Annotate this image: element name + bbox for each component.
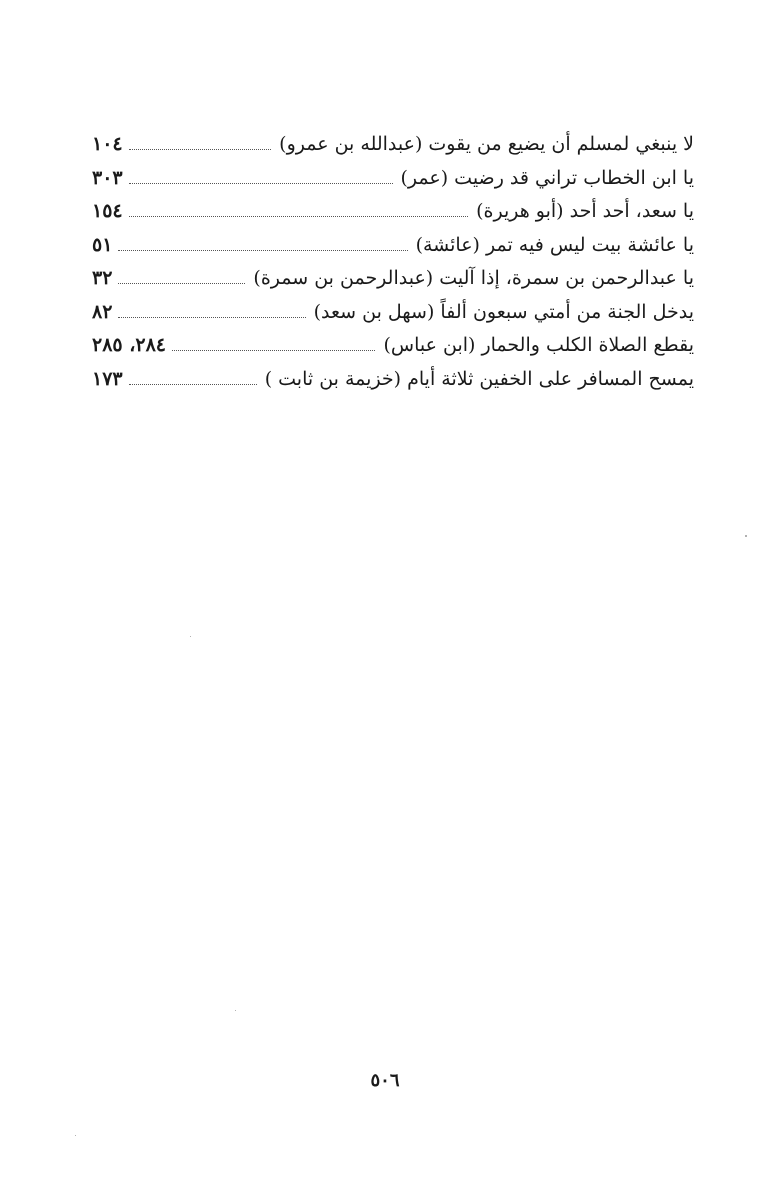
- index-entry-text: يدخل الجنة من أمتي سبعون ألفاً (سهل بن سعد): [313, 300, 694, 323]
- index-entry: [92, 363, 694, 397]
- index-entry-text: يا عائشة بيت ليس فيه تمر (عائشة): [415, 233, 694, 256]
- dot-leader: [118, 317, 305, 318]
- dot-leader: [172, 350, 375, 351]
- page-number: ٥٠٦: [370, 1070, 400, 1091]
- index-entry: [92, 229, 694, 263]
- index-entry-text: يا ابن الخطاب تراني قد رضيت (عمر): [400, 166, 694, 189]
- index-entry-page: ٨٢: [92, 300, 113, 323]
- dot-leader: [129, 384, 257, 385]
- index-entry: [92, 296, 694, 330]
- scan-speck: [235, 1010, 236, 1011]
- scan-speck: [75, 1135, 76, 1136]
- index-entry: [92, 195, 694, 229]
- index-entry-page: ٥١: [92, 233, 113, 256]
- index-entry-page: ١٥٤: [92, 200, 123, 222]
- index-entry-page: ١٠٤: [92, 133, 123, 155]
- hadith-index-list: [92, 128, 694, 396]
- dot-leader: [129, 183, 393, 184]
- index-entry-text: لا ينبغي لمسلم أن يضيع من يقوت (عبدالله بن عمرو): [279, 133, 694, 155]
- index-entry-text: يا سعد، أحد أحد (أبو هريرة): [476, 200, 694, 222]
- index-entry-page: ٢٨٤، ٢٨٥: [92, 334, 166, 356]
- index-entry: [92, 128, 694, 162]
- index-entry-text: يقطع الصلاة الكلب والحمار (ابن عباس): [383, 334, 694, 356]
- index-entry: [92, 162, 694, 196]
- dot-leader: [118, 250, 407, 251]
- dot-leader: [129, 149, 272, 150]
- dot-leader: [129, 216, 468, 217]
- index-entry-page: ١٧٣: [92, 367, 123, 390]
- scan-speck: [745, 535, 747, 537]
- index-entry-text: يا عبدالرحمن بن سمرة، إذا آليت (عبدالرحمن بن سمرة): [253, 267, 694, 289]
- index-entry: [92, 262, 694, 296]
- index-entry-page: ٣٠٣: [92, 166, 123, 189]
- scan-speck: [190, 636, 191, 637]
- index-entry: [92, 329, 694, 363]
- dot-leader: [118, 283, 245, 284]
- index-entry-text: يمسح المسافر على الخفين ثلاثة أيام (خزيمة بن ثابت ): [264, 367, 694, 390]
- index-entry-page: ٣٢: [92, 267, 113, 289]
